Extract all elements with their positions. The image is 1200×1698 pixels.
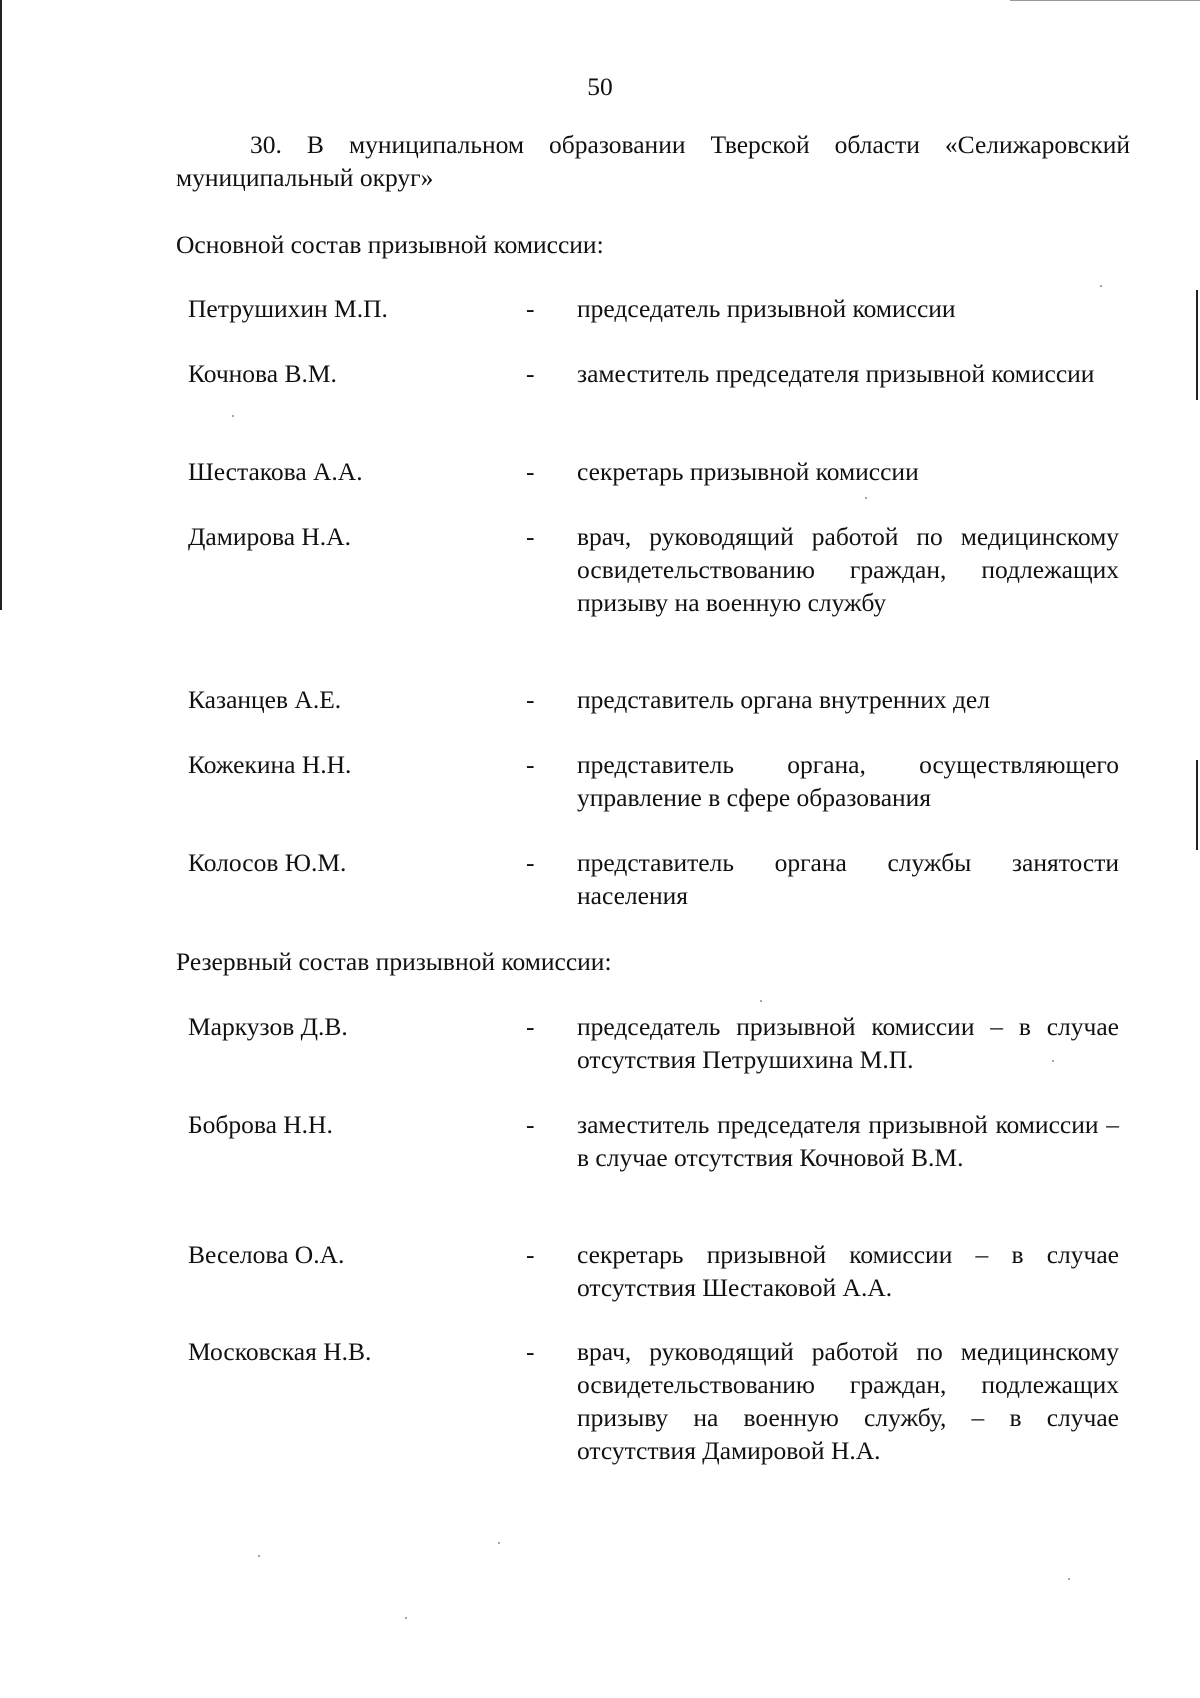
member-role: представитель органа внутренних дел: [577, 685, 990, 714]
member-dash: -: [526, 1012, 535, 1041]
scan-speck: [405, 1617, 407, 1619]
scan-speck: [865, 497, 867, 499]
scan-edge-right: [1196, 290, 1198, 400]
main-composition-title: Основной состав призывной комиссии:: [176, 230, 604, 259]
member-name: Боброва Н.Н.: [188, 1110, 333, 1139]
member-dash: -: [526, 848, 535, 877]
member-role: заместитель председателя призывной комиссии – в случае отсутствия Кочновой В.М.: [577, 1110, 1119, 1172]
scan-speck: [1100, 285, 1102, 287]
member-name: Дамирова Н.А.: [188, 522, 351, 551]
member-name: Кожекина Н.Н.: [188, 750, 352, 779]
member-role: председатель призывной комиссии: [577, 294, 956, 323]
member-role: заместитель председателя призывной комиссии: [577, 359, 1095, 388]
page-number: 50: [587, 72, 613, 101]
member-dash: -: [526, 1110, 535, 1139]
member-dash: -: [526, 750, 535, 779]
scan-edge-top: [1010, 0, 1200, 1]
member-dash: -: [526, 685, 535, 714]
member-dash: -: [526, 457, 535, 486]
scan-speck: [258, 1555, 260, 1557]
member-dash: -: [526, 294, 535, 323]
member-name: Веселова О.А.: [188, 1240, 345, 1269]
member-name: Маркузов Д.В.: [188, 1012, 348, 1041]
member-role: представитель органа, осуществляющего управление в сфере образования: [577, 750, 1119, 812]
section-heading: 30. В муниципальном образовании Тверской области «Селижаровский муниципальный округ»: [176, 130, 1130, 192]
member-role: врач, руководящий работой по медицинскому освидетельствованию граждан, подлежащих призыву на военную службу, – в случае отсутствия Дамировой Н.А.: [577, 1337, 1119, 1465]
member-dash: -: [526, 522, 535, 551]
scan-edge-right-lower: [1196, 760, 1198, 850]
scan-speck: [760, 1000, 762, 1002]
member-name: Кочнова В.М.: [188, 359, 337, 388]
member-name: Шестакова А.А.: [188, 457, 363, 486]
scan-speck: [498, 1542, 500, 1544]
member-dash: -: [526, 359, 535, 388]
member-role: секретарь призывной комиссии – в случае отсутствия Шестаковой А.А.: [577, 1240, 1119, 1302]
member-name: Казанцев А.Е.: [188, 685, 342, 714]
scan-speck: [1068, 1578, 1070, 1580]
member-dash: -: [526, 1337, 535, 1366]
member-role: председатель призывной комиссии – в случае отсутствия Петрушихина М.П.: [577, 1012, 1119, 1074]
member-role: секретарь призывной комиссии: [577, 457, 919, 486]
member-role: врач, руководящий работой по медицинскому освидетельствованию граждан, подлежащих призыву на военную службу: [577, 522, 1119, 617]
member-role: представитель органа службы занятости населения: [577, 848, 1119, 910]
scan-speck: [232, 415, 234, 417]
member-dash: -: [526, 1240, 535, 1269]
member-name: Московская Н.В.: [188, 1337, 372, 1366]
reserve-composition-title: Резервный состав призывной комиссии:: [176, 947, 612, 976]
member-name: Колосов Ю.М.: [188, 848, 347, 877]
member-name: Петрушихин М.П.: [188, 294, 388, 323]
